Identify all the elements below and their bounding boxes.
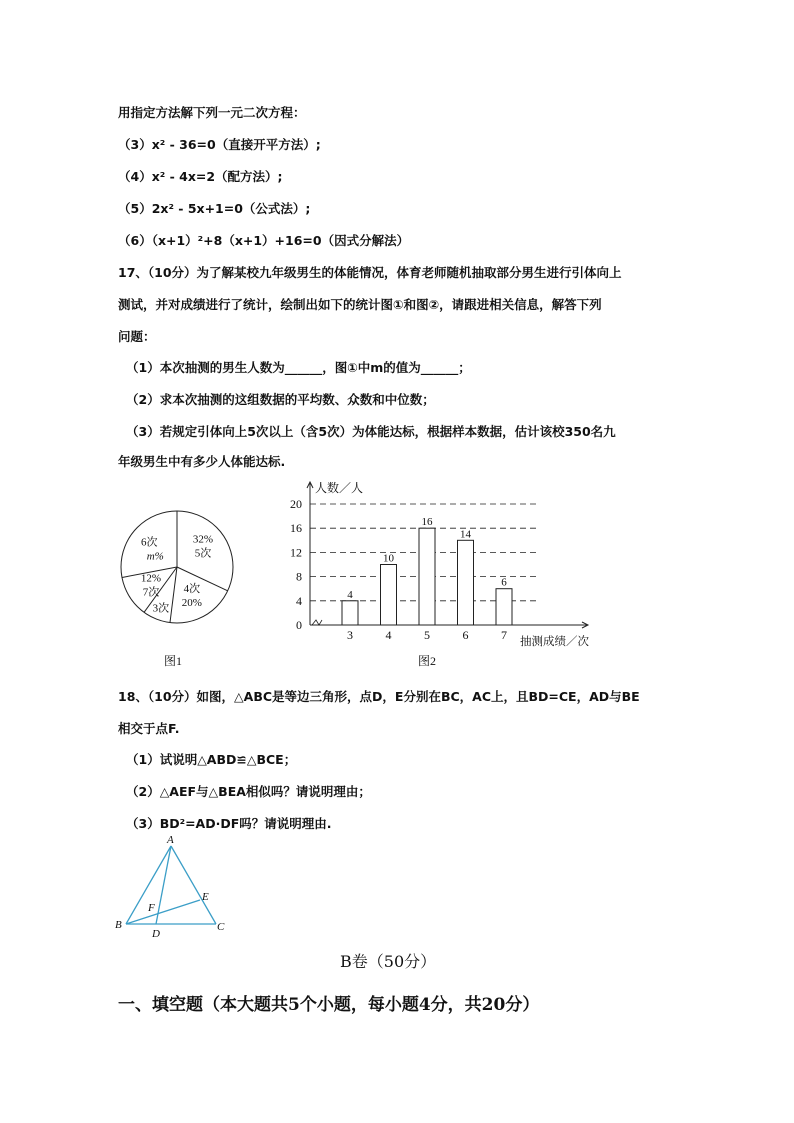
q18-item-1: （1）试说明△ABD≌△BCE； [126,752,297,767]
x-tick-label: 7 [501,628,507,642]
y-tick-label: 8 [296,569,302,584]
pie-slice-pct: m% [146,550,164,563]
pie-caption: 图1 [164,654,183,668]
label-e: E [202,891,209,903]
y-axis-label: 人数／人 [315,481,364,495]
y-tick-label: 0 [296,618,302,632]
x-tick-label: 5 [424,628,430,642]
bar [496,589,512,625]
bar [342,601,358,625]
q18-item-3: （3）BD²=AD·DF吗？请说明理由. [126,816,332,831]
q17-line-3: 问题： [118,329,156,344]
x-axis-label: 抽测成绩／次 [520,636,589,648]
pie-slice-label: 4次 [183,582,201,595]
pie-slice-label-group [153,601,170,615]
bar [381,565,397,626]
q18-item-2: （2）△AEF与△BEA相似吗？请说明理由； [126,784,371,799]
y-tick-label: 16 [290,521,302,536]
bar-value-label: 10 [383,552,394,565]
intro-text: 用指定方法解下列一元二次方程： [118,105,306,120]
pie-slice-label: 3次 [152,602,170,615]
bar-value-label: 4 [347,588,353,601]
x-tick-label: 6 [462,628,469,642]
y-tick-label: 4 [296,593,302,608]
section-one-heading: 一、填空题（本大题共5个小题，每小题4分，共20分） [118,995,540,1015]
label-d: D [152,928,160,940]
equation-3: （3）x² - 36=0（直接开平方法）; [118,137,321,152]
label-c: C [217,921,225,933]
q17-item-2: （2）求本次抽测的这组数据的平均数、众数和中位数； [126,392,435,407]
bar-caption: 图2 [418,654,437,668]
bar [419,528,435,625]
axis-break [312,620,322,625]
label-f: F [148,902,155,914]
label-a: A [167,834,174,846]
q18-line-1: 18、（10分）如图，△ABC是等边三角形，点D，E分别在BC，AC上，且BD=CE，AD与BE [118,689,640,704]
pie-slice-label-group [182,581,202,609]
equation-5: （5）2x² - 5x+1=0（公式法）; [118,201,311,216]
equation-6: （6）（x+1）²+8（x+1）+16=0（因式分解法） [118,233,410,248]
pie-slice-pct: 12% [140,572,162,585]
bar-value-label: 16 [421,516,433,529]
y-tick-label: 20 [290,497,302,511]
x-tick-label: 4 [385,628,392,642]
label-b: B [115,919,122,931]
q17-line-1: 17、（10分）为了解某校九年级男生的体能情况，体育老师随机抽取部分男生进行引体向上 [118,265,622,280]
side-ac [171,846,216,924]
q17-item-1: （1）本次抽测的男生人数为______，图①中m的值为______； [126,360,471,375]
bar-value-label: 6 [501,576,507,589]
pie-chart [112,505,242,630]
bar-chart [280,478,600,650]
q17-item-3: （3）若规定引体向上5次以上（含5次）为体能达标，根据样本数据，估计该校350名九 [126,424,616,439]
q17-item-3-cont: 年级男生中有多少人体能达标. [118,454,286,469]
pie-slice-pct: 32% [192,533,214,546]
pie-slice-label: 5次 [194,547,212,560]
x-tick-label: 3 [347,628,353,642]
pie-slice-pct: 20% [181,596,202,609]
bar [458,540,474,625]
y-tick-label: 12 [290,545,302,560]
bar-value-label: 14 [460,528,471,541]
q17-line-2: 测试，并对成绩进行了统计，绘制出如下的统计图①和图②，请跟进相关信息，解答下列 [118,297,602,312]
equation-4: （4）x² - 4x=2（配方法）; [118,169,283,184]
pie-slice-label: 7次 [142,586,160,599]
pie-slice-label: 6次 [141,536,158,549]
section-b-heading: B卷（50分） [340,952,437,971]
triangle-figure [112,830,237,940]
q18-line-2: 相交于点F. [118,721,180,736]
